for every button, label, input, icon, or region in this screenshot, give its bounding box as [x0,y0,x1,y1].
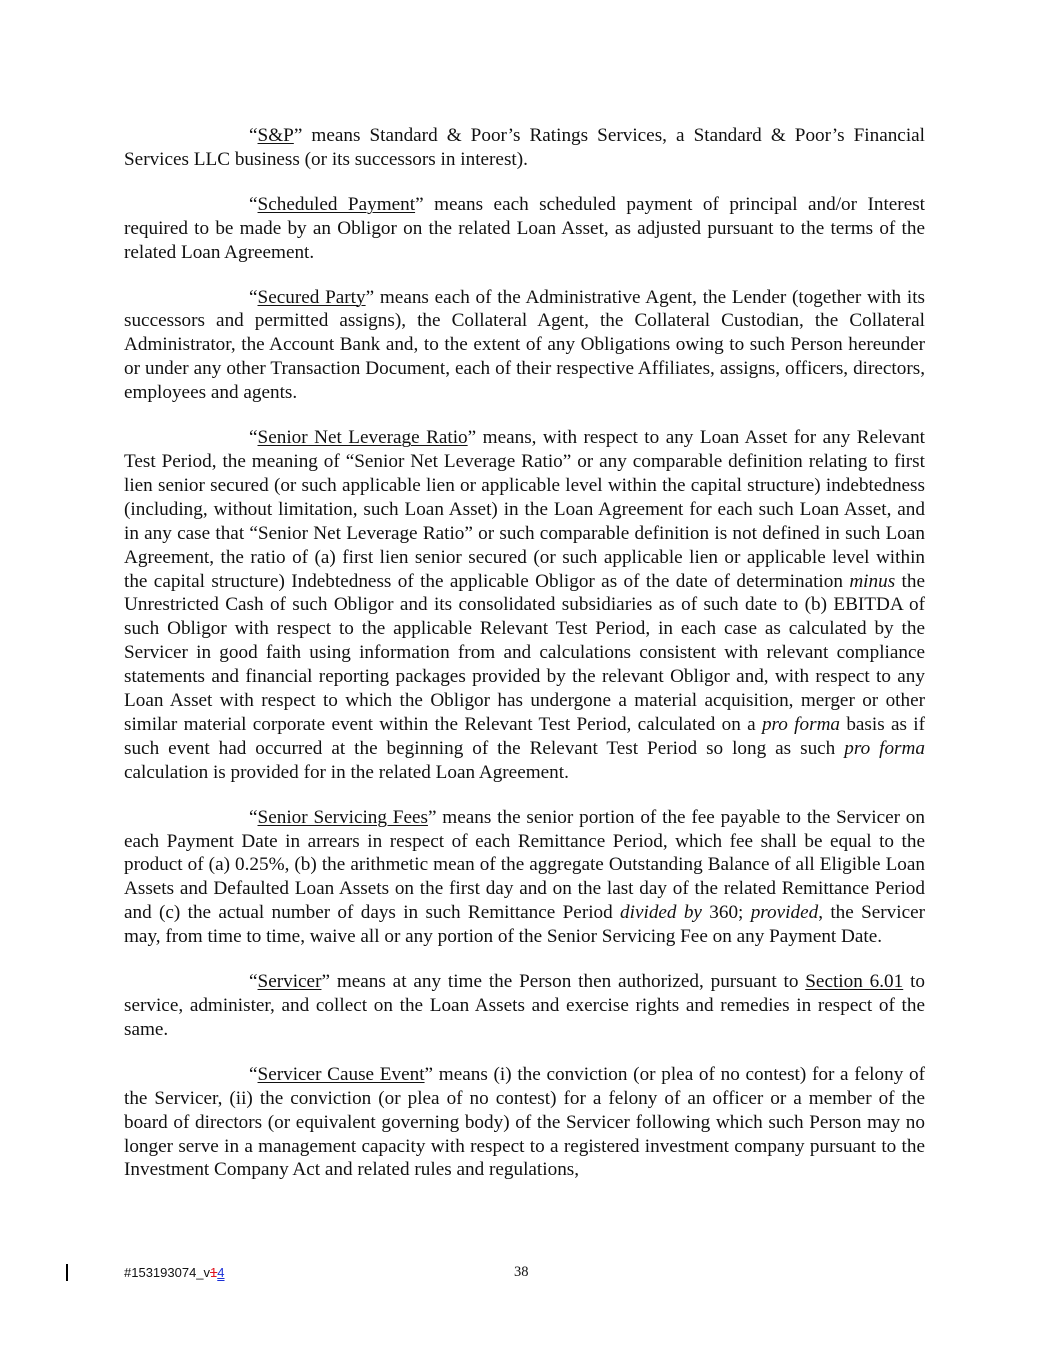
italic-text: divided by [620,902,702,924]
definition-servicer [124,970,925,1042]
close-quote: ” [415,193,424,215]
definition-s-and-p [124,124,925,172]
defined-term: Servicer Cause Event [257,1063,425,1085]
definition-scheduled-payment [124,193,925,265]
open-quote: “ [249,286,258,308]
definition-text: means, with respect to any Loan Asset for any Relevant Test Period, the meaning of “Senior Net Leverage Ratio” or any comparable definition relating to first lien senior secured (or such applicable lien or applicable level within the capital structure) indebtedness (including, without limitation, such Loan Asset) in the Loan Agreement for each such Loan Asset, and in any case that “Senior Net Leverage Ratio” or such comparable definition is not defined in such Loan Agreement, the ratio of (a) first lien senior secured (or such applicable lien or applicable level within the capital structure) Indebtedness of the applicable Obligor as of the date of determination [124,427,925,592]
inserted-version-number: 4 [217,1265,225,1280]
close-quote: ” [321,971,330,993]
italic-text: provided [750,902,819,924]
doc-id-prefix: #153193074_v [124,1265,211,1280]
change-bar-marker [66,1264,68,1281]
definition-text: means each scheduled payment of principal and/or Interest required to be made by an Obligor on the related Loan Asset, as adjusted pursuant to the terms of the related Loan Agreement. [124,193,926,263]
definition-text: basis as if such event had occurred at the beginning of the Relevant Test Period so long as such [124,713,925,759]
italic-text: pro forma [761,713,841,735]
close-quote: ” [467,427,477,449]
definition-text: calculation is provided for in the related Loan Agreement. [124,761,569,783]
open-quote: “ [249,193,258,215]
open-quote: “ [249,427,258,449]
definition-text: means at any time the Person then authorized, pursuant to [330,971,806,993]
close-quote: ” [427,806,437,828]
italic-text: minus [849,570,896,592]
defined-term: Servicer [257,971,322,993]
close-quote: ” [365,286,375,308]
definition-senior-net-leverage-ratio [124,426,925,785]
definition-servicer-cause-event [124,1063,925,1183]
italic-text: pro forma [844,737,925,759]
close-quote: ” [293,125,303,146]
definition-text: means each of the Administrative Agent, the Lender (together with its successors and permitted assigns), the Collateral Agent, the Collateral Custodian, the Collateral Administrator, the Account Bank and, to the extent of any Obligations owing to such Person hereunder or under any other Transaction Document, each of their respective Affiliates, assigns, officers, directors, employees and agents. [124,286,925,404]
definition-text: means Standard & Poor’s Ratings Services, a Standard & Poor’s Financial Services LLC business (or its successors in interest). [124,125,925,170]
open-quote: “ [249,1063,258,1085]
defined-term: Senior Servicing Fees [257,806,428,828]
close-quote: ” [424,1063,434,1085]
open-quote: “ [249,971,258,993]
page-number: 38 [514,1264,529,1280]
definition-text: means (i) the conviction (or plea of no contest) for a felony of the Servicer, (ii) the conviction (or plea of no contest) for a felony of an officer or a member of the board of directors (or equivalent governing body) of the Servicer following which such Person may no longer serve in a management capacity with respect to a registered investment company pursuant to the Investment Company Act and related rules and regulations, [124,1063,925,1181]
definition-text: 360; [701,902,751,924]
footer-document-id [124,1265,225,1280]
deleted-version-number: 1 [210,1265,218,1280]
section-reference-link[interactable]: Section 6.01 [805,971,904,993]
definition-text: , the Servicer may, from time to time, waive all or any portion of the Senior Servicing Fee on any Payment Date. [124,902,925,948]
open-quote: “ [249,806,258,828]
defined-term: Senior Net Leverage Ratio [257,427,468,449]
definition-text: the Unrestricted Cash of such Obligor and its consolidated subsidiaries as of such date to (b) EBITDA of such Obligor with respect to the applicable Relevant Test Period, in each case as calculated by the Servicer in good faith using information from and calculations consistent with relevant compliance statements and financial reporting packages provided by the relevant Obligor and, with respect to any Loan Asset with respect to which the Obligor has undergone a material acquisition, merger or other similar material corporate event within the Relevant Test Period, calculated on a [124,570,925,735]
document-page [124,124,925,1182]
defined-term: S&P [257,125,294,146]
definition-text: means the senior portion of the fee payable to the Servicer on each Payment Date in arrears in respect of each Remittance Period, which fee shall be equal to the product of (a) 0.25%, (b) the arithmetic mean of the aggregate Outstanding Balance of all Eligible Loan Assets and Defaulted Loan Assets on the first day and on the last day of the related Remittance Period and (c) the actual number of days in such Remittance Period [124,806,925,924]
open-quote: “ [249,125,258,146]
definition-senior-servicing-fees [124,806,925,949]
definition-secured-party [124,286,925,406]
defined-term: Secured Party [257,286,366,308]
defined-term: Scheduled Payment [257,193,416,215]
definition-text: to service, administer, and collect on the Loan Assets and exercise rights and remedies in respect of the same. [124,971,925,1040]
